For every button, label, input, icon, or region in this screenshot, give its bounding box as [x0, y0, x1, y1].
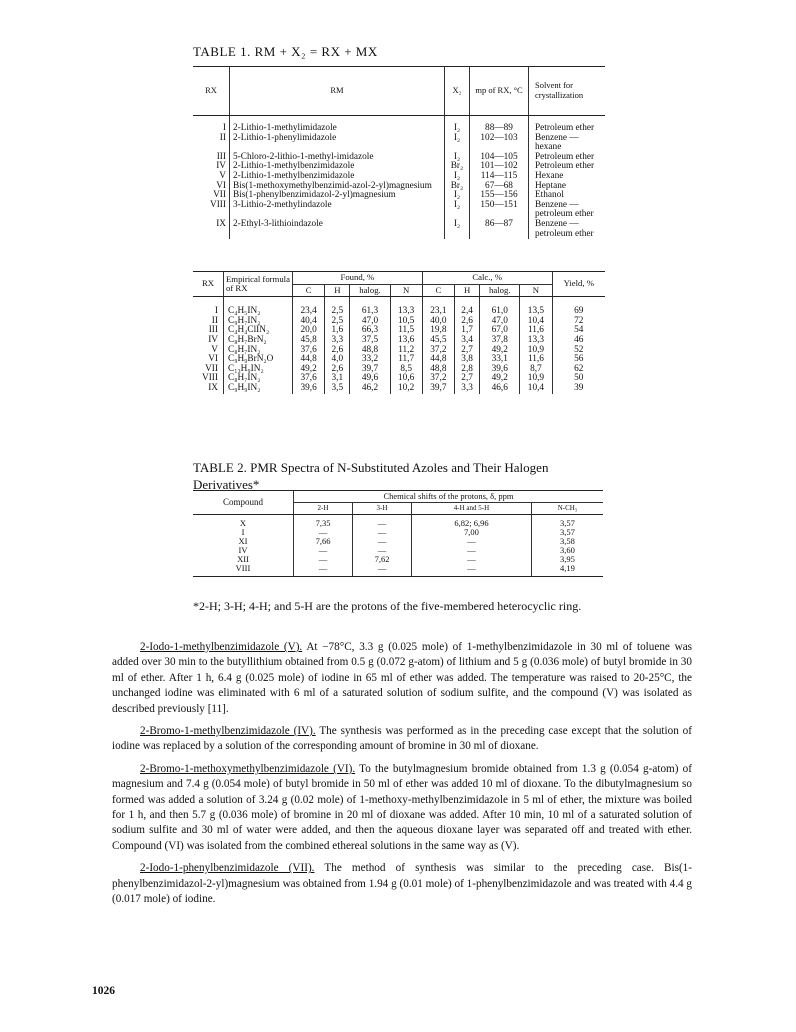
cell-rx: III [208, 325, 218, 336]
cell-cn: 10,9 [520, 346, 552, 356]
cell-45h: — [412, 564, 532, 577]
cell-solvent: Petroleum ether [529, 116, 606, 134]
cell-solvent: Ethanol [529, 191, 606, 201]
table-row [193, 537, 603, 546]
cell-rx: VIII [201, 373, 218, 384]
table-row [193, 116, 605, 134]
cell-ch: 2,6 [455, 317, 480, 327]
col-compound: Compound [193, 491, 294, 515]
col-45h: 4-H and 5-H [412, 503, 532, 515]
cell-rx: VIII [209, 199, 226, 210]
cell-yield: 46 [552, 336, 605, 346]
cell-x2: Br₂ [445, 182, 470, 192]
cell-rx: I [214, 306, 218, 317]
cell-fhal: 66,3 [350, 326, 390, 336]
cell-rm: 3-Lithio-2-methylindazole [230, 201, 445, 220]
col-calc-halog: halog. [480, 285, 520, 297]
paragraph-text: To the butylmagnesium bromide obtained from 1.3 g (0.054 g-atom) of magnesium and 7.4 g (0.054 mole) of butyl bromide in 50 ml of ether was added 10 ml of dioxane. To the dibutylmagnesium so formed was added a solution of 3.24 g (0.02 mole) of 1-methoxy-methylbenzimidazole in 5 ml of ether, the mixture was boiled for 1 h, and then 5.7 g (0.036 mole) of bromine in 20 ml of dioxane was added. After 10 min, 10 ml of a saturated solution of sodium sulfite and 30 ml of water were added, and then the aqueous dioxane layer was separated off and treated with ether. Compound (VI) was isolated from the combined ethereal solutions in the same way as (V). [112, 762, 692, 852]
cell-yield: 69 [552, 297, 605, 317]
cell-2h: — [294, 528, 353, 537]
cell-rx: IX [208, 382, 218, 393]
cell-yield: 56 [552, 355, 605, 365]
cell-formula: C₈H₇IN₂ [224, 346, 293, 356]
cell-cc: 48,8 [422, 365, 454, 375]
cell-fhal: 47,0 [350, 317, 390, 327]
cell-fh: 3,1 [325, 374, 350, 384]
cell-fhal: 33,2 [350, 355, 390, 365]
cell-ch: 2,7 [455, 374, 480, 384]
cell-x2: I₂ [445, 172, 470, 182]
cell-rm: 2-Lithio-1-phenylimidazole [230, 134, 445, 153]
cell-formula: C₁₃H₉IN₂ [224, 365, 293, 375]
cell-fn: 10,5 [390, 317, 422, 327]
cell-chal: 49,2 [480, 374, 520, 384]
cell-ch: 2,7 [455, 346, 480, 356]
paragraph [112, 861, 692, 907]
paragraph [112, 762, 692, 854]
cell-compound: I [241, 527, 245, 537]
cell-chal: 33,1 [480, 355, 520, 365]
cell-nch3: 4,19 [531, 564, 603, 577]
cell-cc: 39,7 [422, 384, 454, 394]
cell-formula: C₄H₅IN₂ [224, 297, 293, 317]
cell-ch: 3,8 [455, 355, 480, 365]
cell-2h: — [294, 546, 353, 555]
cell-chal: 47,0 [480, 317, 520, 327]
cell-cn: 8,7 [520, 365, 552, 375]
cell-formula: C₉H₉BrN₂O [224, 355, 293, 365]
cell-rx: VI [208, 354, 218, 365]
cell-solvent: Hexane [529, 172, 606, 182]
cell-formula: C₉H₉IN₂ [224, 384, 293, 394]
cell-cn: 11,6 [520, 326, 552, 336]
cell-rx: III [216, 151, 226, 162]
cell-rx: II [211, 315, 218, 326]
cell-fc: 37,6 [293, 374, 325, 384]
cell-yield: 52 [552, 346, 605, 356]
cell-x2: I₂ [445, 153, 470, 163]
table2-pmr [193, 490, 603, 577]
cell-rx: VI [216, 180, 226, 191]
cell-rm: 2-Ethyl-3-lithioindazole [230, 220, 445, 239]
cell-fn: 13,6 [390, 336, 422, 346]
cell-fn: 11,2 [390, 346, 422, 356]
cell-fhal: 37,5 [350, 336, 390, 346]
cell-compound: VIII [193, 564, 294, 577]
cell-formula: C₈H₇BrN₂ [224, 336, 293, 346]
cell-fhal: 61,3 [350, 297, 390, 317]
cell-yield: 50 [552, 374, 605, 384]
cell-x2: I₂ [445, 134, 470, 153]
cell-fh: 2,5 [325, 317, 350, 327]
cell-3h: — [353, 537, 412, 546]
table-row [193, 384, 605, 394]
table-row [193, 297, 605, 317]
col-found: Found, % [293, 272, 423, 285]
cell-fc: 44,8 [293, 355, 325, 365]
table1-analysis [193, 271, 605, 394]
cell-cc: 40,0 [422, 317, 454, 327]
cell-fh: 3,3 [325, 336, 350, 346]
cell-x2: I₂ [445, 220, 470, 239]
cell-mp: 150—151 [470, 201, 529, 220]
cell-mp: 86—87 [470, 220, 529, 239]
cell-chal: 37,8 [480, 336, 520, 346]
cell-ch: 3,3 [455, 384, 480, 394]
cell-3h: — [353, 546, 412, 555]
cell-mp: 88—89 [470, 116, 529, 134]
table-row [193, 201, 605, 220]
cell-nch3: 3,95 [531, 555, 603, 564]
cell-fhal: 49,6 [350, 374, 390, 384]
cell-fc: 37,6 [293, 346, 325, 356]
cell-chal: 49,2 [480, 346, 520, 356]
cell-rx: V [219, 170, 226, 181]
cell-2h: — [294, 564, 353, 577]
cell-cn: 13,3 [520, 336, 552, 346]
table1-reactions [193, 66, 605, 239]
compound-heading: 2-Iodo-1-phenylbenzimidazole (VII). [140, 862, 315, 875]
cell-mp: 155—156 [470, 191, 529, 201]
cell-compound: XII [237, 554, 249, 564]
cell-fc: 39,6 [293, 384, 325, 394]
cell-ch: 2,4 [455, 297, 480, 317]
table-row [193, 528, 603, 537]
cell-3h: — [353, 515, 412, 529]
table-row [193, 134, 605, 153]
table1-title: TABLE 1. RM + X₂ = RX + MX [193, 44, 378, 59]
cell-cc: 37,2 [422, 346, 454, 356]
cell-rx: V [211, 344, 218, 355]
cell-fc: 49,2 [293, 365, 325, 375]
cell-formula: C₉H₇IN₂ [224, 317, 293, 327]
cell-3h: — [353, 564, 412, 577]
cell-fh: 2,6 [325, 346, 350, 356]
col-calc: Calc., % [422, 272, 552, 285]
col-found-n: N [390, 285, 422, 297]
cell-rx: IX [216, 218, 226, 229]
col-found-halog: halog. [350, 285, 390, 297]
cell-rx: I [222, 123, 226, 133]
cell-fc: 40,4 [293, 317, 325, 327]
cell-formula: C₈H₇IN₂ [224, 374, 293, 384]
cell-solvent: Petroleum ether [529, 162, 606, 172]
cell-solvent: Petroleum ether [529, 153, 606, 163]
col-mp: mp of RX, °C [470, 67, 529, 116]
table-row [193, 555, 603, 564]
table2-footnote: *2-H; 3-H; 4-H; and 5-H are the protons of the five-membered heterocyclic ring. [193, 599, 582, 613]
compound-heading: 2-Iodo-1-methylbenzimidazole (V). [140, 641, 303, 653]
cell-solvent: Benzene — petroleum ether [529, 201, 606, 220]
table-row [193, 546, 603, 555]
cell-mp: 114—115 [470, 172, 529, 182]
cell-formula: C₄H₄ClIN₂ [224, 326, 293, 336]
compound-heading: 2-Bromo-1-methoxymethylbenzimidazole (VI). [140, 762, 356, 775]
cell-45h: — [412, 537, 532, 546]
cell-45h: — [412, 555, 532, 564]
paragraph-text: At −78°C, 3.3 g (0.025 mole) of 1-methylbenzimidazole in 30 ml of toluene was added over 30 min to the butyllithium obtained from 0.5 g (0.072 g-atom) of lithium and 5 g (0.036 mole) of butyl bromide in 30 ml of ether. After 1 h, 6.4 g (0.025 mole) of iodine in 65 ml of ether was added. The temperature was raised to 20-25°C, the unchanged iodine was eliminated with 6 ml of a saturated solution of sodium sulfite, and the compound (V) was isolated as described previously [11]. [112, 641, 693, 715]
cell-rm: Bis(1-phenylbenzimidazol-2-yl)magnesium [230, 191, 445, 201]
cell-cn: 11,6 [520, 355, 552, 365]
paragraph [112, 640, 692, 717]
cell-rm: 2-Lithio-1-methylimidazole [230, 116, 445, 134]
cell-mp: 101—102 [470, 162, 529, 172]
cell-nch3: 3,58 [531, 537, 603, 546]
cell-mp: 104—105 [470, 153, 529, 163]
col-x2: X₂ [445, 67, 470, 116]
cell-cn: 13,5 [520, 297, 552, 317]
cell-45h: — [412, 546, 532, 555]
cell-chal: 39,6 [480, 365, 520, 375]
cell-fn: 13,3 [390, 297, 422, 317]
cell-45h: 6,82; 6,96 [412, 515, 532, 529]
cell-mp: 67—68 [470, 182, 529, 192]
cell-fhal: 48,8 [350, 346, 390, 356]
cell-fhal: 39,7 [350, 365, 390, 375]
cell-fc: 23,4 [293, 297, 325, 317]
cell-compound: XI [238, 536, 248, 546]
cell-x2: Br₂ [445, 162, 470, 172]
cell-rx: VII [205, 363, 218, 374]
cell-cn: 10,4 [520, 384, 552, 394]
table2-title: TABLE 2. PMR Spectra of N-Substituted Azoles and Their Halogen Derivatives* [193, 460, 549, 492]
cell-cn: 10,4 [520, 317, 552, 327]
col-rx: RX [193, 67, 230, 116]
cell-45h: 7,00 [412, 528, 532, 537]
cell-3h: 7,62 [353, 555, 412, 564]
col-2h: 2-H [294, 503, 353, 515]
cell-2h: 7,66 [294, 537, 353, 546]
cell-rm: 5-Chloro-2-lithio-1-methyl-imidazole [230, 153, 445, 163]
table-row [193, 564, 603, 577]
cell-compound: IV [238, 545, 248, 555]
cell-nch3: 3,57 [531, 528, 603, 537]
cell-ch: 3,4 [455, 336, 480, 346]
cell-ch: 1,7 [455, 326, 480, 336]
col-calc-h: H [455, 285, 480, 297]
cell-rx: II [219, 132, 226, 143]
compound-heading: 2-Bromo-1-methylbenzimidazole (IV). [140, 725, 316, 738]
cell-fc: 45,8 [293, 336, 325, 346]
paragraph-text: The method of synthesis was similar to the preceding case. Bis(1-phenylbenzimidazol-2-yl)magnesium was obtained from 1.94 g (0.01 mole) of 1-phenylbenzimidazole and was treated with 4.4 g (0.017 mole) of iodine. [112, 862, 692, 906]
cell-chal: 67,0 [480, 326, 520, 336]
cell-yield: 39 [552, 384, 605, 394]
cell-yield: 72 [552, 317, 605, 327]
cell-cc: 45,5 [422, 336, 454, 346]
cell-mp: 102—103 [470, 134, 529, 153]
cell-rx: IV [208, 334, 218, 345]
cell-fh: 2,6 [325, 365, 350, 375]
col-found-c: C [293, 285, 325, 297]
col-rm: RM [230, 67, 445, 116]
col-yield: Yield, % [552, 272, 605, 297]
cell-2h: 7,35 [294, 515, 353, 529]
table-row [193, 220, 605, 239]
col-nch3: N-CH₃ [531, 503, 603, 515]
cell-x2: I₂ [445, 191, 470, 201]
cell-nch3: 3,57 [531, 515, 603, 529]
cell-rm: Bis(1-methoxymethylbenzimid-azol-2-yl)magnesium [230, 182, 445, 192]
cell-fh: 1,6 [325, 326, 350, 336]
cell-x2: I₂ [445, 116, 470, 134]
col-calc-n: N [520, 285, 552, 297]
cell-3h: — [353, 528, 412, 537]
cell-fn: 11,5 [390, 326, 422, 336]
experimental-text [112, 640, 692, 915]
col-shifts: Chemical shifts of the protons, δ, ppm [294, 491, 604, 503]
col-formula: Empirical formula of RX [224, 272, 293, 297]
cell-chal: 61,0 [480, 297, 520, 317]
cell-cc: 44,8 [422, 355, 454, 365]
cell-fh: 3,5 [325, 384, 350, 394]
col-3h: 3-H [353, 503, 412, 515]
cell-rm: 2-Lithio-1-methylbenzimidazole [230, 162, 445, 172]
cell-x2: I₂ [445, 201, 470, 220]
col-found-h: H [325, 285, 350, 297]
cell-solvent: Benzene — hexane [529, 134, 606, 153]
col-calc-c: C [422, 285, 454, 297]
cell-fn: 11,7 [390, 355, 422, 365]
page-number: 1026 [92, 985, 115, 997]
col-solvent: Solvent for crystallization [529, 67, 606, 116]
cell-ch: 2,8 [455, 365, 480, 375]
cell-cc: 37,2 [422, 374, 454, 384]
cell-2h: — [294, 555, 353, 564]
cell-rm: 2-Lithio-1-methylbenzimidazole [230, 172, 445, 182]
cell-fc: 20,0 [293, 326, 325, 336]
cell-rx: VII [213, 190, 226, 201]
cell-cn: 10,9 [520, 374, 552, 384]
cell-cc: 19,8 [422, 326, 454, 336]
paragraph-text: The synthesis was performed as in the preceding case except that the solution of iodine was replaced by a solution of the corresponding amount of bromine in 30 ml of dioxane. [112, 725, 693, 753]
cell-yield: 62 [552, 365, 605, 375]
cell-cc: 23,1 [422, 297, 454, 317]
cell-yield: 54 [552, 326, 605, 336]
table-row [193, 515, 603, 529]
cell-fn: 10,2 [390, 384, 422, 394]
cell-fn: 10,6 [390, 374, 422, 384]
cell-fn: 8,5 [390, 365, 422, 375]
cell-fhal: 46,2 [350, 384, 390, 394]
cell-solvent: Benzene — petroleum ether [529, 220, 606, 239]
cell-fh: 4,0 [325, 355, 350, 365]
cell-nch3: 3,60 [531, 546, 603, 555]
cell-chal: 46,6 [480, 384, 520, 394]
cell-compound: X [239, 518, 247, 528]
paragraph [112, 724, 692, 755]
cell-rx: IV [216, 161, 226, 172]
col-rx: RX [193, 272, 224, 297]
cell-solvent: Heptane [529, 182, 606, 192]
cell-fh: 2,5 [325, 297, 350, 317]
